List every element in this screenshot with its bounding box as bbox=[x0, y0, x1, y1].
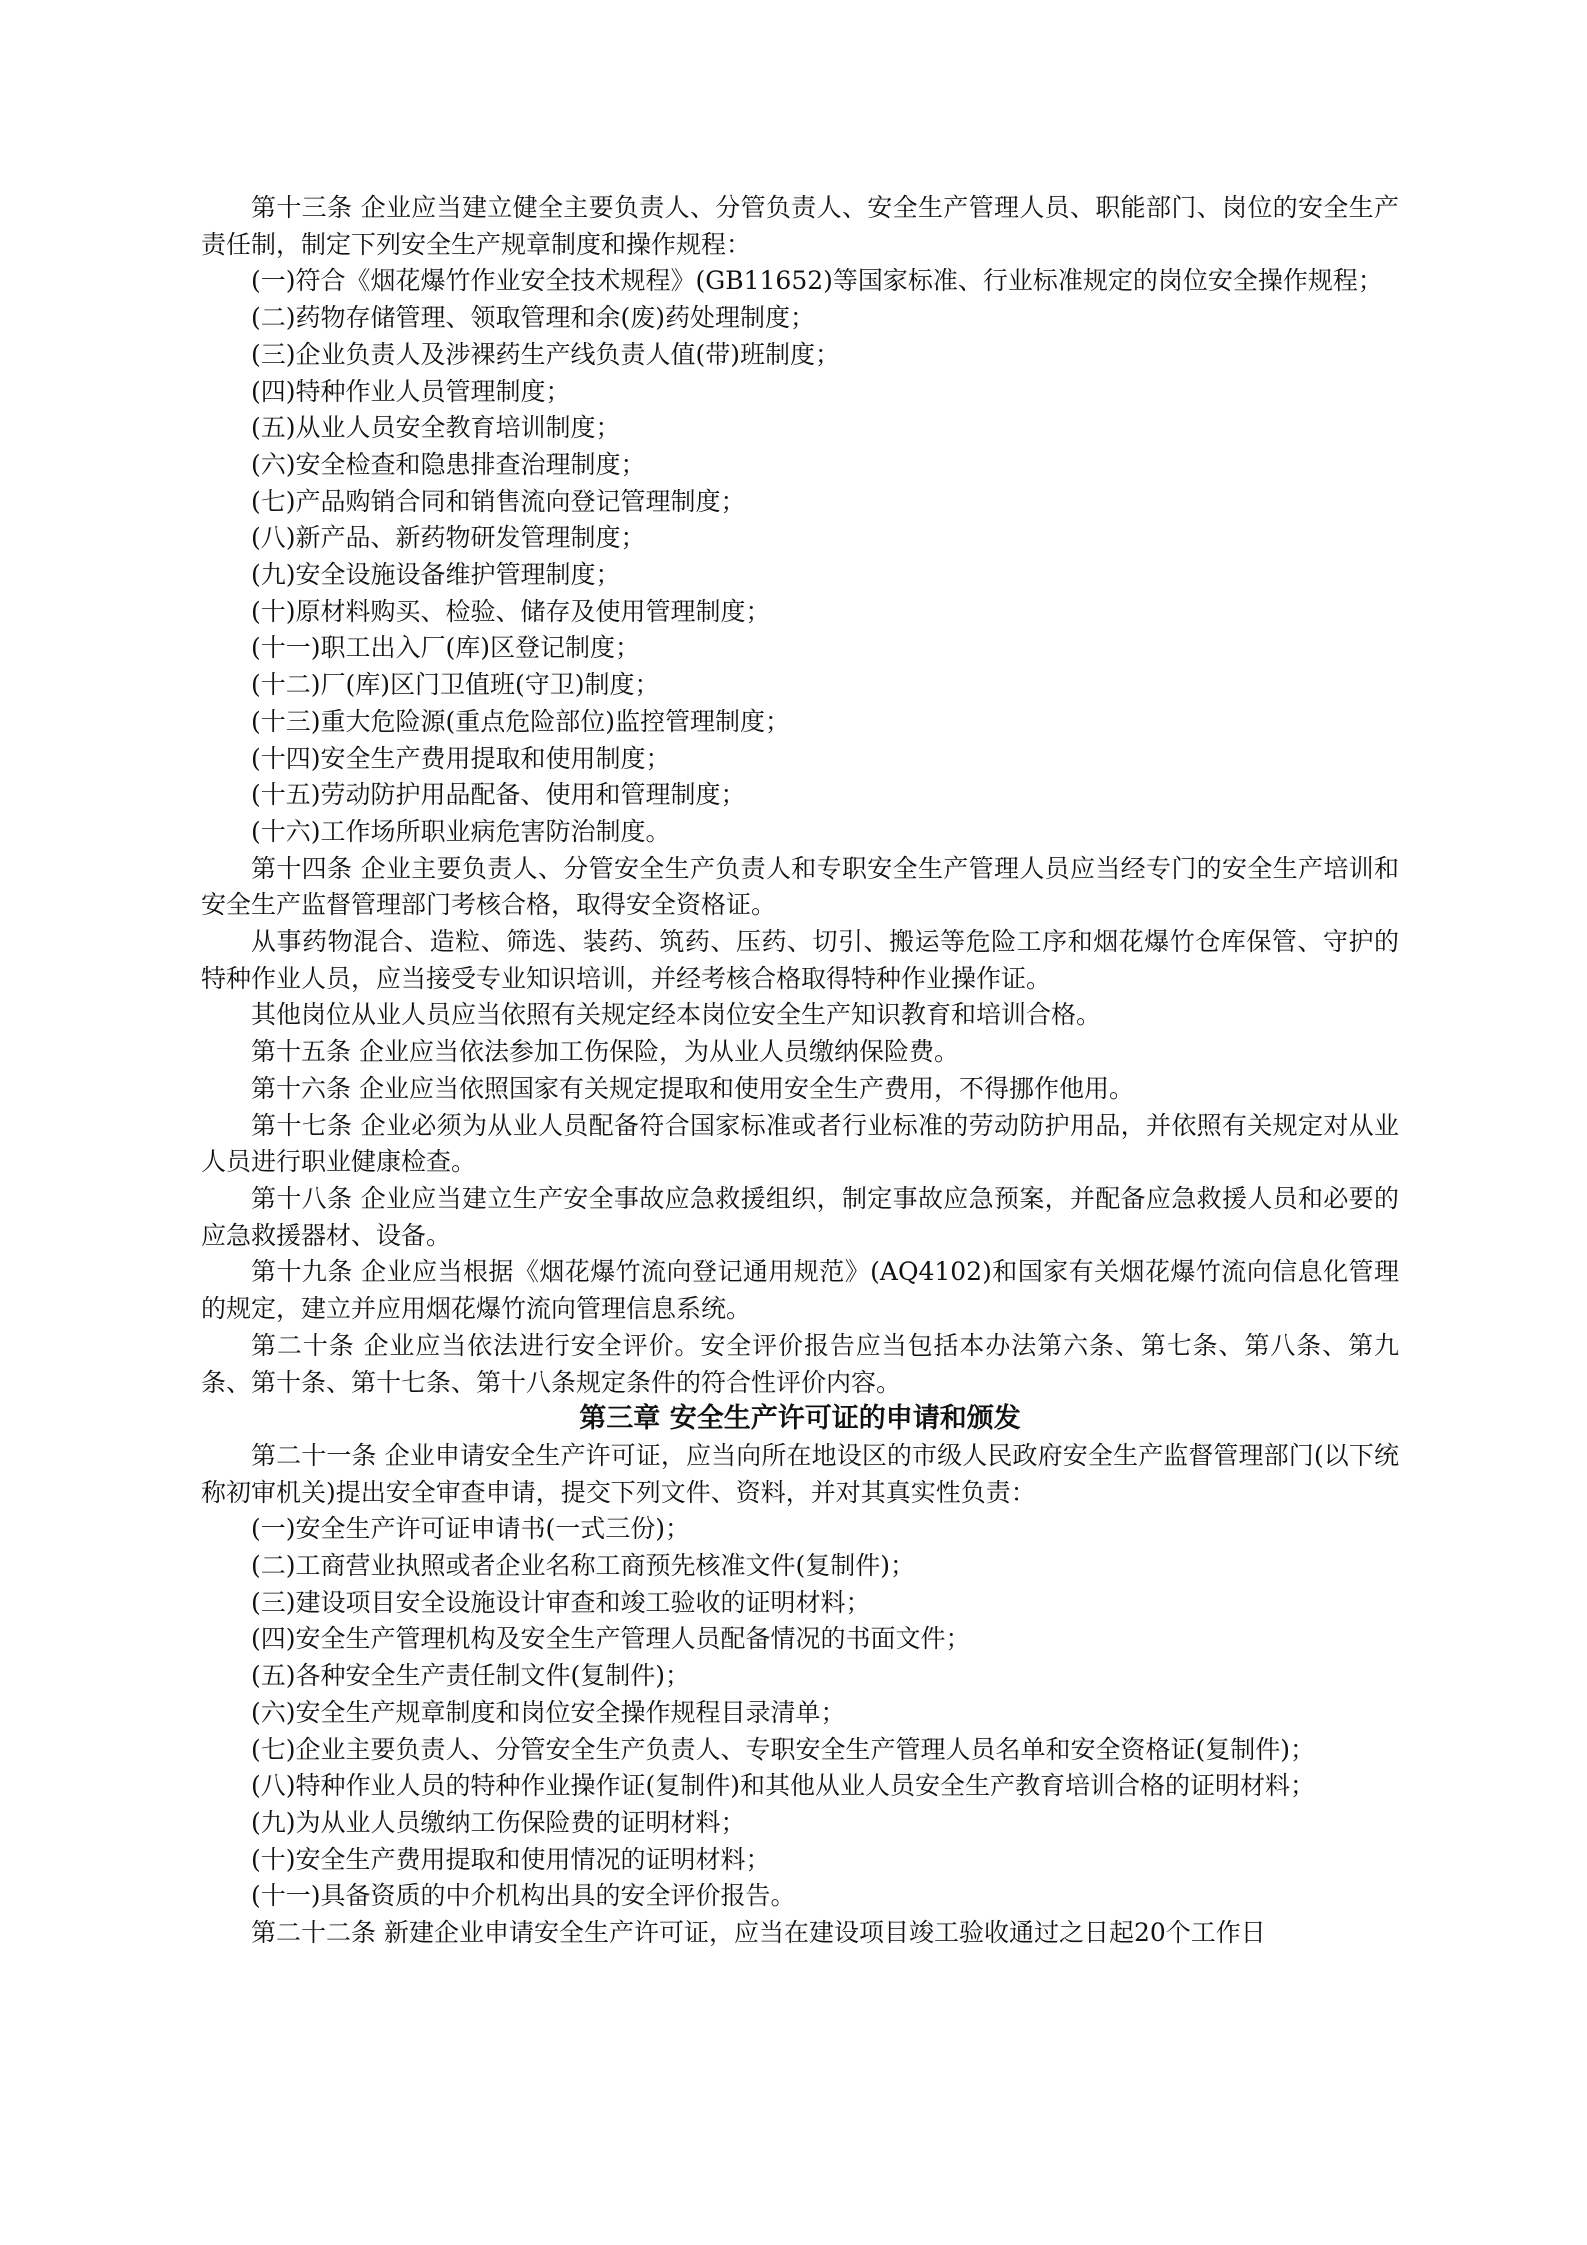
document-page bbox=[201, 190, 1399, 1952]
paragraph: (十一)职工出入厂(库)区登记制度； bbox=[251, 633, 641, 663]
paragraph: (十三)重大危险源(重点危险部位)监控管理制度； bbox=[251, 706, 791, 736]
paragraph: (八)特种作业人员的特种作业操作证(复制件)和其他从业人员安全生产教育培训合格的证明材料； bbox=[251, 1771, 1316, 1801]
paragraph: (二)工商营业执照或者企业名称工商预先核准文件(复制件)； bbox=[251, 1551, 916, 1581]
paragraph: (七)企业主要负责人、分管安全生产负责人、专职安全生产管理人员名单和安全资格证(复制件)； bbox=[251, 1734, 1316, 1764]
paragraph: (十二)厂(库)区门卫值班(守卫)制度； bbox=[251, 670, 660, 700]
paragraph: 从事药物混合、造粒、筛选、装药、筑药、压药、切引、搬运等危险工序和烟花爆竹仓库保管、守护的特种作业人员，应当接受专业知识培训，并经考核合格取得特种作业操作证。 bbox=[201, 927, 1399, 993]
paragraph: (九)为从业人员缴纳工伤保险费的证明材料； bbox=[251, 1807, 746, 1837]
paragraph: (一)符合《烟花爆竹作业安全技术规程》(GB11652)等国家标准、行业标准规定的岗位安全操作规程； bbox=[251, 266, 1383, 296]
paragraph: (九)安全设施设备维护管理制度； bbox=[251, 560, 621, 590]
paragraph: (二)药物存储管理、领取管理和余(废)药处理制度； bbox=[251, 303, 816, 333]
paragraph: 第十三条 企业应当建立健全主要负责人、分管负责人、安全生产管理人员、职能部门、岗位的安全生产责任制，制定下列安全生产规章制度和操作规程： bbox=[201, 193, 1399, 259]
paragraph: (十一)具备资质的中介机构出具的安全评价报告。 bbox=[251, 1881, 796, 1911]
chapter-heading: 第三章 安全生产许可证的申请和颁发 bbox=[579, 1403, 1021, 1435]
paragraph: 其他岗位从业人员应当依照有关规定经本岗位安全生产知识教育和培训合格。 bbox=[251, 1000, 1102, 1030]
paragraph: 第二十二条 新建企业申请安全生产许可证，应当在建设项目竣工验收通过之日起20个工作日 bbox=[251, 1918, 1266, 1948]
paragraph: (十)原材料购买、检验、储存及使用管理制度； bbox=[251, 596, 771, 626]
paragraph: (十六)工作场所职业病危害防治制度。 bbox=[251, 816, 671, 846]
paragraph: (三)企业负责人及涉裸药生产线负责人值(带)班制度； bbox=[251, 339, 841, 369]
paragraph: 第二十一条 企业申请安全生产许可证，应当向所在地设区的市级人民政府安全生产监督管理部门(以下统称初审机关)提出安全审查申请，提交下列文件、资料，并对其真实性负责： bbox=[201, 1440, 1399, 1507]
paragraph: (一)安全生产许可证申请书(一式三份)； bbox=[251, 1514, 691, 1544]
paragraph: 第十七条 企业必须为从业人员配备符合国家标准或者行业标准的劳动防护用品，并依照有关规定对从业人员进行职业健康检查。 bbox=[201, 1110, 1399, 1177]
paragraph: 第十八条 企业应当建立生产安全事故应急救援组织，制定事故应急预案，并配备应急救援人员和必要的应急救援器材、设备。 bbox=[201, 1183, 1399, 1250]
paragraph: 第十四条 企业主要负责人、分管安全生产负责人和专职安全生产管理人员应当经专门的安全生产培训和安全生产监督管理部门考核合格，取得安全资格证。 bbox=[201, 853, 1399, 920]
paragraph: (四)特种作业人员管理制度； bbox=[251, 376, 571, 406]
paragraph: 第二十条 企业应当依法进行安全评价。安全评价报告应当包括本办法第六条、第七条、第八条、第九条、第十条、第十七条、第十八条规定条件的符合性评价内容。 bbox=[201, 1330, 1399, 1397]
paragraph: (六)安全检查和隐患排查治理制度； bbox=[251, 449, 646, 479]
paragraph: (七)产品购销合同和销售流向登记管理制度； bbox=[251, 486, 746, 516]
paragraph: (十四)安全生产费用提取和使用制度； bbox=[251, 743, 671, 773]
paragraph: (八)新产品、新药物研发管理制度； bbox=[251, 523, 646, 553]
paragraph: (三)建设项目安全设施设计审查和竣工验收的证明材料； bbox=[251, 1587, 871, 1617]
paragraph: (十)安全生产费用提取和使用情况的证明材料； bbox=[251, 1844, 771, 1874]
paragraph: (五)从业人员安全教育培训制度； bbox=[251, 413, 621, 443]
paragraph: (四)安全生产管理机构及安全生产管理人员配备情况的书面文件； bbox=[251, 1624, 971, 1654]
paragraph: 第十九条 企业应当根据《烟花爆竹流向登记通用规范》(AQ4102)和国家有关烟花爆竹流向信息化管理的规定，建立并应用烟花爆竹流向管理信息系统。 bbox=[201, 1257, 1399, 1324]
paragraph: 第十六条 企业应当依照国家有关规定提取和使用安全生产费用，不得挪作他用。 bbox=[251, 1073, 1134, 1103]
paragraph: 第十五条 企业应当依法参加工伤保险，为从业人员缴纳保险费。 bbox=[251, 1037, 959, 1067]
paragraph: (六)安全生产规章制度和岗位安全操作规程目录清单； bbox=[251, 1697, 846, 1727]
paragraph: (十五)劳动防护用品配备、使用和管理制度； bbox=[251, 780, 746, 810]
paragraph: (五)各种安全生产责任制文件(复制件)； bbox=[251, 1661, 691, 1691]
